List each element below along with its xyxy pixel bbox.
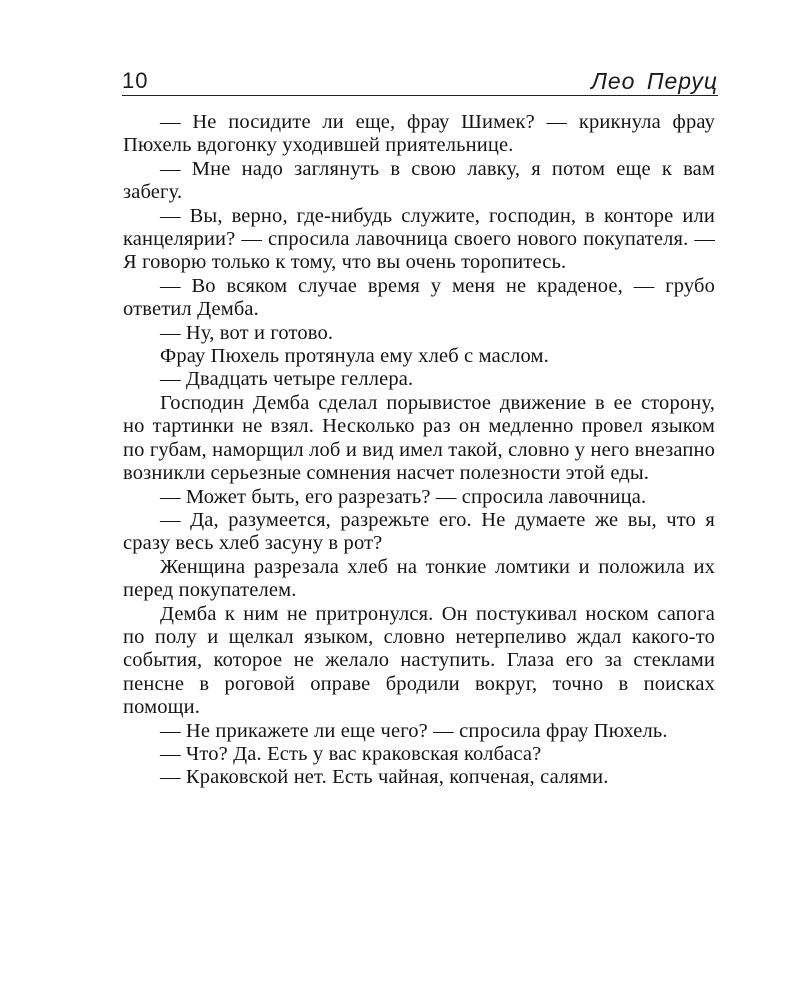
paragraph: Господин Демба сделал порывистое движение в ее сторону, но тартинки не взял. Несколько раз он медленно провел языком по губам, наморщил лоб и вид имел такой, словно у него внезапно возникли серьезные сомнения насчет полезности этой еды. bbox=[123, 391, 715, 485]
paragraph: — Краковской нет. Есть чайная, копченая, салями. bbox=[160, 766, 609, 789]
header-rule bbox=[122, 95, 718, 96]
paragraph: — Во всяком случае время у меня не краденое, — грубо ответил Демба. bbox=[123, 274, 715, 321]
paragraph: — Да, разумеется, разрежьте его. Не думаете же вы, что я сразу весь хлеб засуну в рот? bbox=[123, 508, 715, 555]
paragraph: Демба к ним не притронулся. Он постукивал носком сапога по полу и щелкал языком, словно нетерпеливо ждал какого-то события, которое не желало наступить. Глаза его за стеклами пенсне в роговой оправе бродили вокруг, точно в поисках помощи. bbox=[123, 602, 715, 719]
paragraph: — Не прикажете ли еще чего? — спросила фрау Пюхель. bbox=[160, 719, 668, 742]
body-text bbox=[123, 111, 715, 790]
paragraph: — Не посидите ли еще, фрау Шимек? — крикнула фрау Пюхель вдогонку уходившей приятельнице. bbox=[123, 111, 715, 157]
page-number: 10 bbox=[122, 68, 149, 93]
paragraph: — Мне надо заглянуть в свою лавку, я потом еще к вам забегу. bbox=[123, 157, 715, 204]
paragraph: — Что? Да. Есть у вас краковская колбаса? bbox=[160, 742, 542, 765]
paragraph: Фрау Пюхель протянула ему хлеб с маслом. bbox=[160, 345, 549, 368]
paragraph: Женщина разрезала хлеб на тонкие ломтики и положила их перед покупателем. bbox=[123, 555, 715, 602]
paragraph: — Может быть, его разрезать? — спросила лавочница. bbox=[160, 485, 647, 508]
paragraph: — Вы, верно, где-нибудь служите, господин, в конторе или канцелярии? — спросила лавочница своего нового покупателя. — Я говорю только к тому, что вы очень торопитесь. bbox=[123, 204, 715, 274]
paragraph: — Двадцать четыре геллера. bbox=[160, 368, 414, 391]
book-author: Лео Перуц bbox=[591, 68, 718, 94]
paragraph: — Ну, вот и готово. bbox=[160, 321, 334, 344]
running-head bbox=[122, 64, 718, 96]
